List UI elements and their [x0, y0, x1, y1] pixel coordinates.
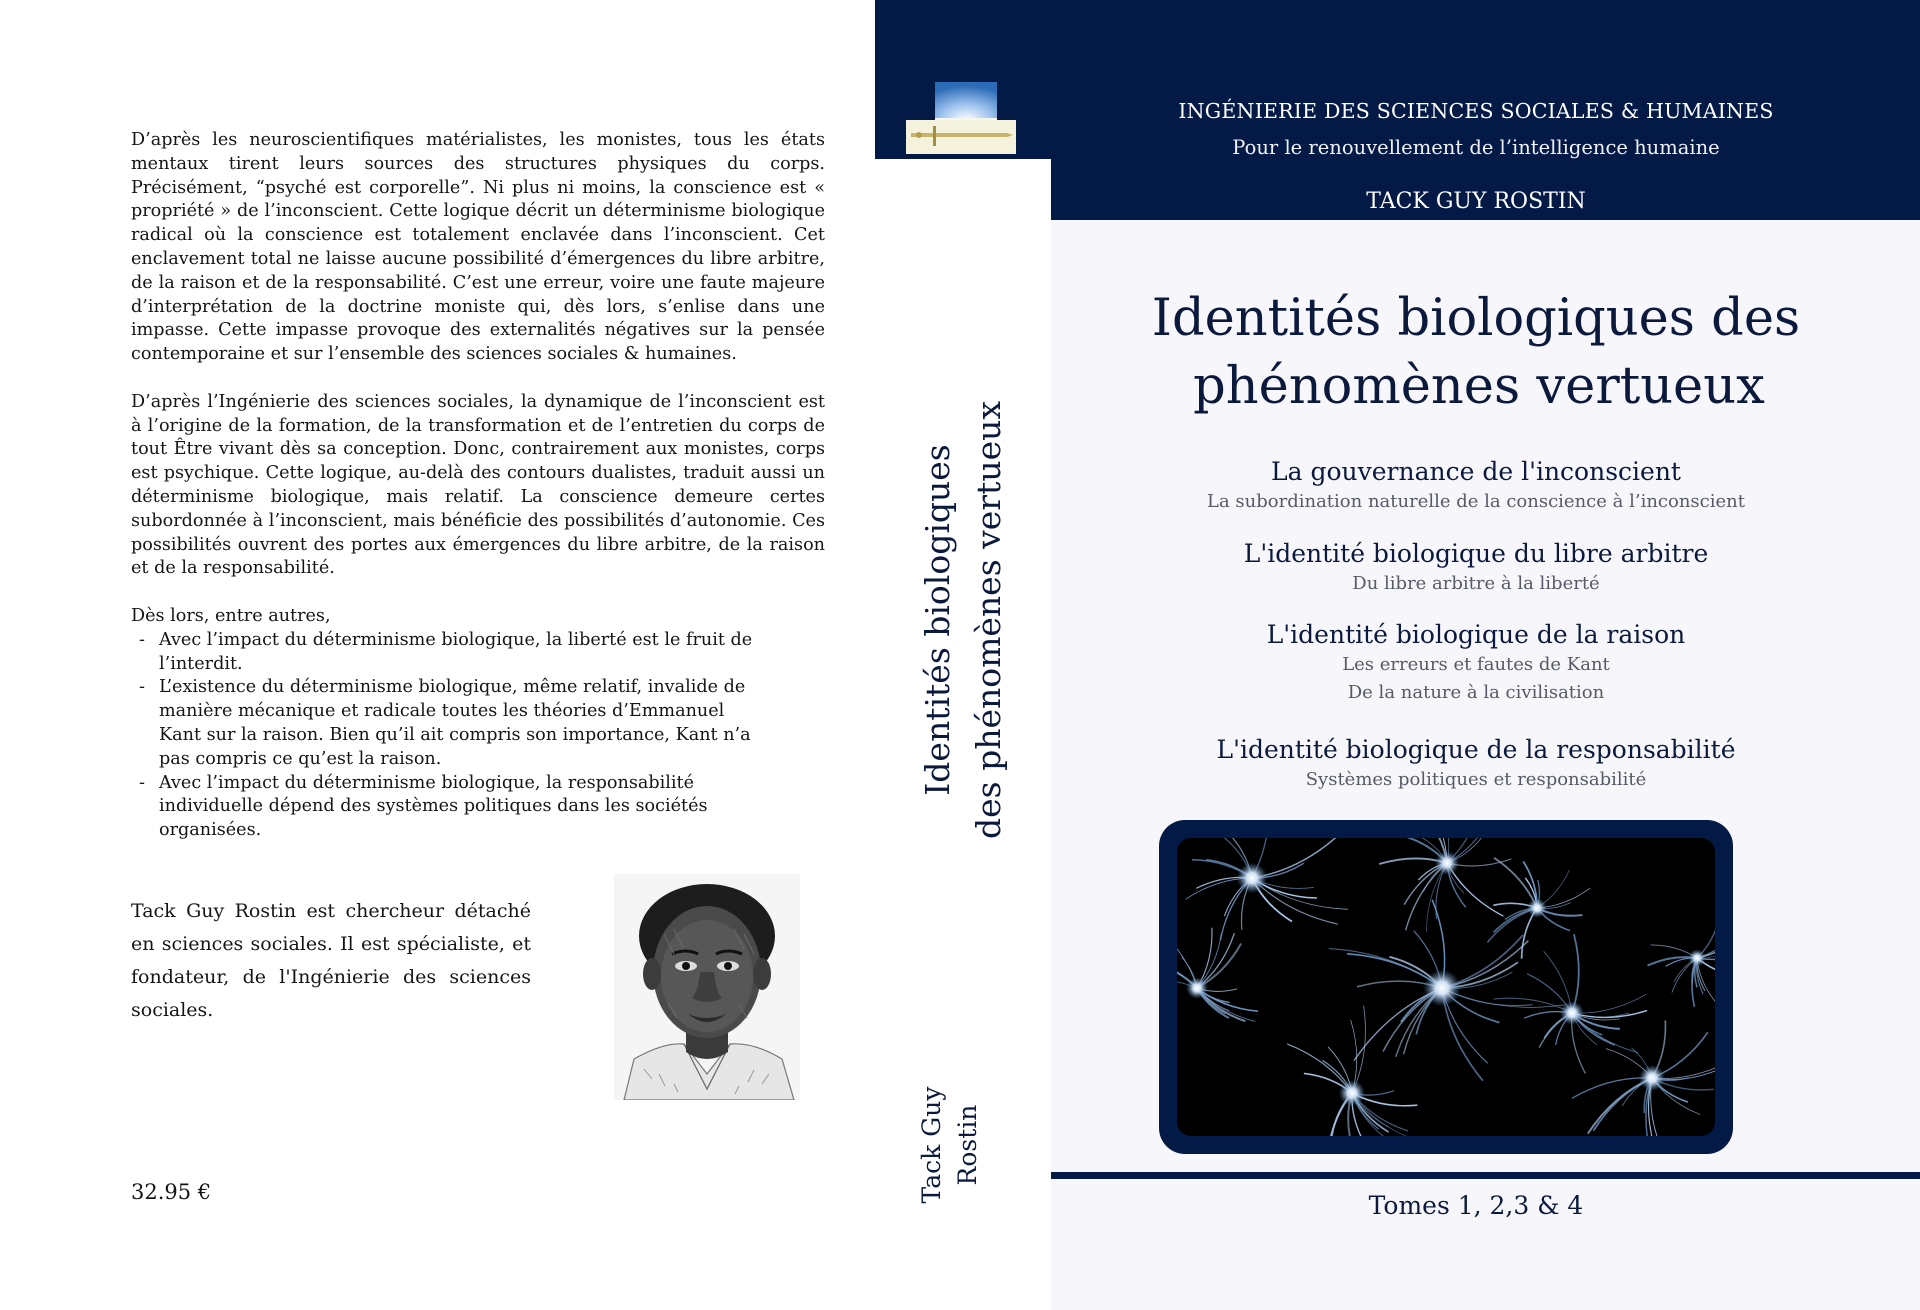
- tome-1: [1051, 456, 1901, 516]
- tome-3: [1051, 619, 1901, 707]
- neuron-body: [1435, 851, 1459, 875]
- spine-title-line-1: Identités biologiques: [918, 444, 957, 796]
- tome-subtitle: Systèmes politiques et responsabilité: [1305, 769, 1647, 790]
- tome-title: L'identité biologique de la responsabilité: [1216, 735, 1736, 764]
- list-item: - Avec l’impact du déterminisme biologique, la responsabilité individuelle dépend des systèmes politiques dans les sociétés organisées.: [139, 772, 759, 843]
- spine: [875, 0, 1051, 1310]
- portrait-sketch: [614, 874, 800, 1100]
- back-cover-text: [131, 129, 825, 843]
- front-header: [1051, 0, 1920, 220]
- neuron-body: [1527, 898, 1547, 918]
- tome-2: [1051, 538, 1901, 598]
- spine-author-line-1: Tack Guy: [917, 1086, 946, 1204]
- argument-list: [139, 629, 759, 843]
- neuron-body: [1237, 863, 1268, 894]
- author-bio: Tack Guy Rostin est chercheur détaché en sciences sociales. Il est spécialiste, et fondateur, de l'Ingénierie des sciences sociales.: [131, 900, 531, 1021]
- series-motto: Pour le renouvellement de l’intelligence humaine: [1232, 136, 1720, 159]
- book-title-line-1: Identités biologiques des: [1151, 289, 1801, 348]
- spine-title: [912, 401, 1014, 839]
- tome-title: L'identité biologique du libre arbitre: [1243, 539, 1709, 568]
- back-cover: [0, 0, 875, 1310]
- neuron-body: [1423, 969, 1460, 1006]
- tome-title: La gouvernance de l'inconscient: [1271, 457, 1681, 486]
- tome-subtitle: Du libre arbitre à la liberté: [1352, 573, 1600, 594]
- neurons-image: [1177, 838, 1715, 1136]
- list-item: - L’existence du déterminisme biologique, même relatif, invalide de manière mécanique et radicale toutes les théories d’Emmanuel Kant sur la raison. Bien qu’il ait compris son importance, Kant n’a pas compris ce qu’est la raison.: [139, 676, 759, 771]
- neuron-body: [1639, 1065, 1665, 1091]
- spine-author: [914, 1087, 986, 1204]
- front-divider: [1051, 1172, 1920, 1179]
- tome-4: [1051, 734, 1901, 794]
- neurons-image-frame: [1159, 820, 1733, 1154]
- tome-subtitle: Les erreurs et fautes de Kant: [1342, 654, 1610, 675]
- sword-logo-icon: [905, 80, 1017, 156]
- neuron-body: [1339, 1080, 1365, 1106]
- tome-subtitle: De la nature à la civilisation: [1347, 682, 1605, 703]
- book-title-line-2: phénomènes vertueux: [1193, 357, 1765, 416]
- author-portrait: [614, 874, 800, 1100]
- book-title: [1051, 285, 1901, 421]
- neuron-body: [1186, 977, 1208, 999]
- series-name: INGÉNIERIE DES SCIENCES SOCIALES & HUMAINES: [1178, 99, 1774, 123]
- spine-title-line-2: des phénomènes vertueux: [969, 401, 1008, 839]
- tome-subtitle: La subordination naturelle de la conscience à l’inconscient: [1207, 491, 1745, 512]
- front-cover: [1051, 0, 1920, 1310]
- neuron-body: [1560, 1001, 1584, 1025]
- price: 32.95 €: [131, 1180, 212, 1204]
- spine-author-line-2: Rostin: [953, 1104, 982, 1186]
- neuron-body: [1688, 949, 1706, 967]
- volumes-label: Tomes 1, 2,3 & 4: [1368, 1191, 1584, 1220]
- author-name: TACK GUY ROSTIN: [1366, 189, 1586, 214]
- list-intro: Dès lors, entre autres,: [131, 605, 331, 626]
- back-paragraph-2: D’après l’Ingénierie des sciences sociales, la dynamique de l’inconscient est à l’origine de la formation, de la transformation et de l’entretien du corps de tout Être vivant dès sa conception. Donc, contrairement aux monistes, corps est psychique. Cette logique, au-delà des contours dualistes, traduit aussi un déterminisme biologique, mais relatif. La conscience demeure certes subordonnée à l’inconscient, mais bénéficie des possibilités d’autonomie. Ces possibilités ouvrent des portes aux émergences du libre arbitre, de la raison et de la responsabilité.: [131, 391, 825, 579]
- back-paragraph-1: D’après les neuroscientifiques matérialistes, les monistes, tous les états mentaux tirent leurs sources des structures physiques du corps. Précisément, “psyché est corporelle”. Ni plus ni moins, la conscience est « propriété » de l’inconscient. Cette logique décrit un déterminisme biologique radical où la conscience est totalement enclavée dans l’inconscient. Cet enclavement total ne laisse aucune possibilité d’émergences du libre arbitre, de la raison et de la responsabilité. C’est une erreur, voire une faute majeure d’interprétation de la doctrine moniste qui, dès lors, s’enlise dans une impasse. Cette impasse provoque des externalités négatives sur la pensée contemporaine et sur l’ensemble des sciences sociales & humaines.: [131, 130, 825, 365]
- list-item: - Avec l’impact du déterminisme biologique, la liberté est le fruit de l’interdit.: [139, 629, 759, 677]
- tome-title: L'identité biologique de la raison: [1266, 620, 1686, 649]
